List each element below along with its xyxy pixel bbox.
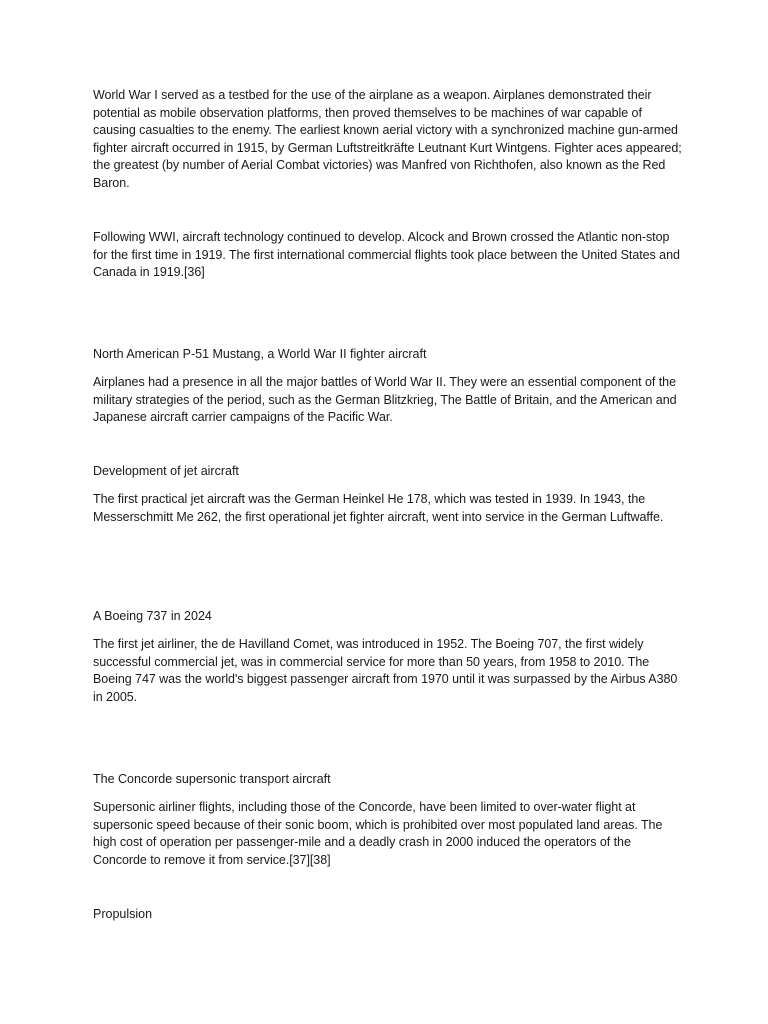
caption-jet-development: Development of jet aircraft [93, 464, 239, 478]
caption-boeing: A Boeing 737 in 2024 [93, 609, 212, 623]
caption-concorde: The Concorde supersonic transport aircraft [93, 772, 331, 786]
paragraph-post-wwi: Following WWI, aircraft technology continued to develop. Alcock and Brown crossed the Atlantic non-stop for the first time in 1919. The first international commercial flights took place between the United States and Canada in 1919.[36] [93, 230, 680, 279]
paragraph-supersonic: Supersonic airliner flights, including those of the Concorde, have been limited to over-water flight at supersonic speed because of their sonic boom, which is prohibited over most populated land areas. The high cost of operation per passenger-mile and a deadly crash in 2000 induced the operators of the Concorde to remove it from service.[37][38] [93, 800, 663, 867]
caption-mustang: North American P-51 Mustang, a World War II fighter aircraft [93, 347, 427, 361]
paragraph-wwi: World War I served as a testbed for the use of the airplane as a weapon. Airplanes demonstrated their potential as mobile observation platforms, then proved themselves to be machines of war capable of causing casualties to the enemy. The earliest known aerial victory with a synchronized machine gun-armed fighter aircraft occurred in 1915, by German Luftstreitkräfte Leutnant Kurt Wintgens. Fighter aces appeared; the greatest (by number of Aerial Combat victories) was Manfred von Richthofen, also known as the Red Baron. [93, 88, 682, 190]
heading-propulsion: Propulsion [93, 907, 153, 921]
paragraph-wwii: Airplanes had a presence in all the major battles of World War II. They were an essential component of the military strategies of the period, such as the German Blitzkrieg, The Battle of Britain, and the American and Japanese aircraft carrier campaigns of the Pacific War. [93, 375, 677, 424]
paragraph-airliner: The first jet airliner, the de Havilland Comet, was introduced in 1952. The Boeing 707, the first widely successful commercial jet, was in commercial service for more than 50 years, from 1958 to 2010. The Boeing 747 was the world's biggest passenger aircraft from 1970 until it was surpassed by the Airbus A380 in 2005. [93, 637, 678, 704]
paragraph-jet: The first practical jet aircraft was the German Heinkel He 178, which was tested in 1939. In 1943, the Messerschmitt Me 262, the first operational jet fighter aircraft, went into service in the German Luftwaffe. [93, 492, 664, 524]
